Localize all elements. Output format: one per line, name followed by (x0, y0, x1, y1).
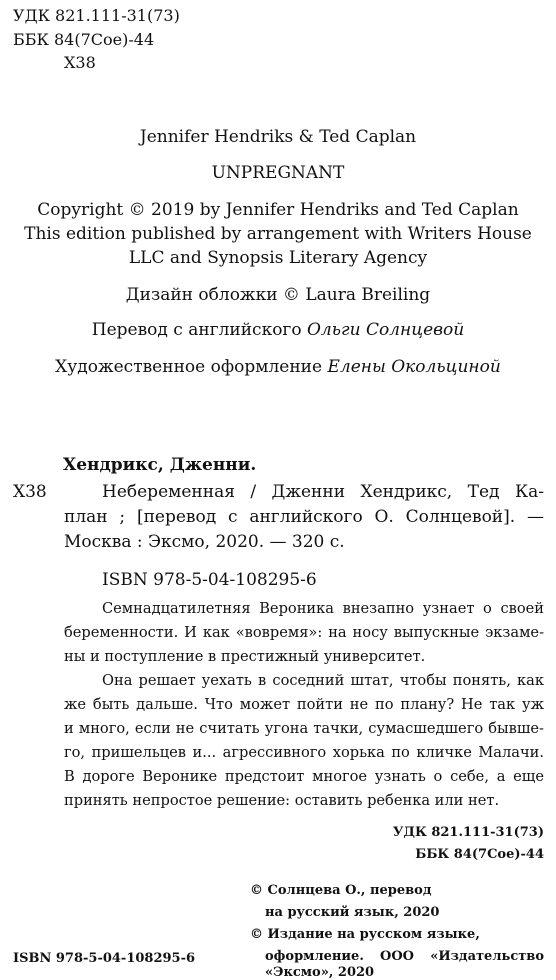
annotation-line-6: и много, если не считать угона тачки, сумасшедшего бывше- (64, 720, 544, 737)
art-design-credit (0, 359, 556, 376)
rights-line-5: «Эксмо», 2020 (265, 965, 375, 980)
catalog-code: Х38 (13, 482, 47, 502)
rights-line-3: © Издание на русском языке, (250, 927, 480, 942)
copyright-line-1: Copyright © 2019 by Jennifer Hendriks and Ted Caplan (37, 200, 519, 220)
annotation-line-4: Она решает уехать в соседний штат, чтобы понять, как (102, 672, 544, 689)
catalog-line-3: Москва : Эксмо, 2020. — 320 с. (64, 532, 345, 552)
art-prefix: Художественное оформление (55, 357, 328, 377)
annotation-line-5: же быть дальше. Что может пойти не по плану? Не так уж (64, 696, 544, 713)
translator-name: Ольги Солнцевой (306, 320, 465, 340)
rights-isbn: ISBN 978-5-04-108295-6 (13, 951, 196, 966)
translation-prefix: Перевод с английского (91, 320, 307, 340)
original-title: UNPREGNANT (211, 163, 345, 183)
cover-design-credit: Дизайн обложки © Laura Breiling (125, 285, 431, 305)
copyright-line-2: This edition published by arrangement with Writers House (24, 224, 532, 244)
annotation-line-3: ны и поступление в престижный университет. (64, 648, 426, 665)
annotation-line-1: Семнадцатилетняя Вероника внезапно узнает о своей (102, 600, 544, 617)
annotation-line-7: го, пришельцев и... агрессивного хорька по кличке Малачи. (64, 744, 544, 761)
footer-bbk-code: ББК 84(7Сое)-44 (415, 847, 544, 862)
catalog-line-2: план ; [перевод с английского О. Солнцевой]. — (64, 507, 544, 527)
catalog-heading: Хендрикс, Дженни. (63, 455, 257, 475)
udk-code: УДК 821.111-31(73) (13, 6, 180, 25)
artist-name: Елены Окольциной (327, 357, 501, 377)
translation-credit (0, 322, 556, 339)
catalog-line-1: Небеременная / Дженни Хендрикс, Тед Ка- (102, 482, 544, 502)
rights-line-4: оформление. ООО «Издательство (265, 949, 544, 964)
annotation-line-2: беременности. И как «вовремя»: на носу выпускные экзаме- (64, 624, 544, 641)
rights-line-1: © Солнцева О., перевод (250, 883, 432, 898)
copyright-line-3: LLC and Synopsis Literary Agency (128, 248, 428, 268)
catalog-isbn: ISBN 978-5-04-108295-6 (102, 570, 317, 590)
footer-udk-code: УДК 821.111-31(73) (392, 825, 544, 840)
original-authors: Jennifer Hendriks & Ted Caplan (139, 127, 417, 147)
author-mark-code: Х38 (64, 53, 96, 72)
bbk-code: ББК 84(7Сое)-44 (13, 30, 155, 49)
rights-line-2: на русский язык, 2020 (265, 905, 440, 920)
annotation-line-9: принять непростое решение: оставить ребенка или нет. (64, 792, 500, 809)
annotation-line-8: В дороге Веронике предстоит многое узнать о себе, а еще (64, 768, 544, 785)
